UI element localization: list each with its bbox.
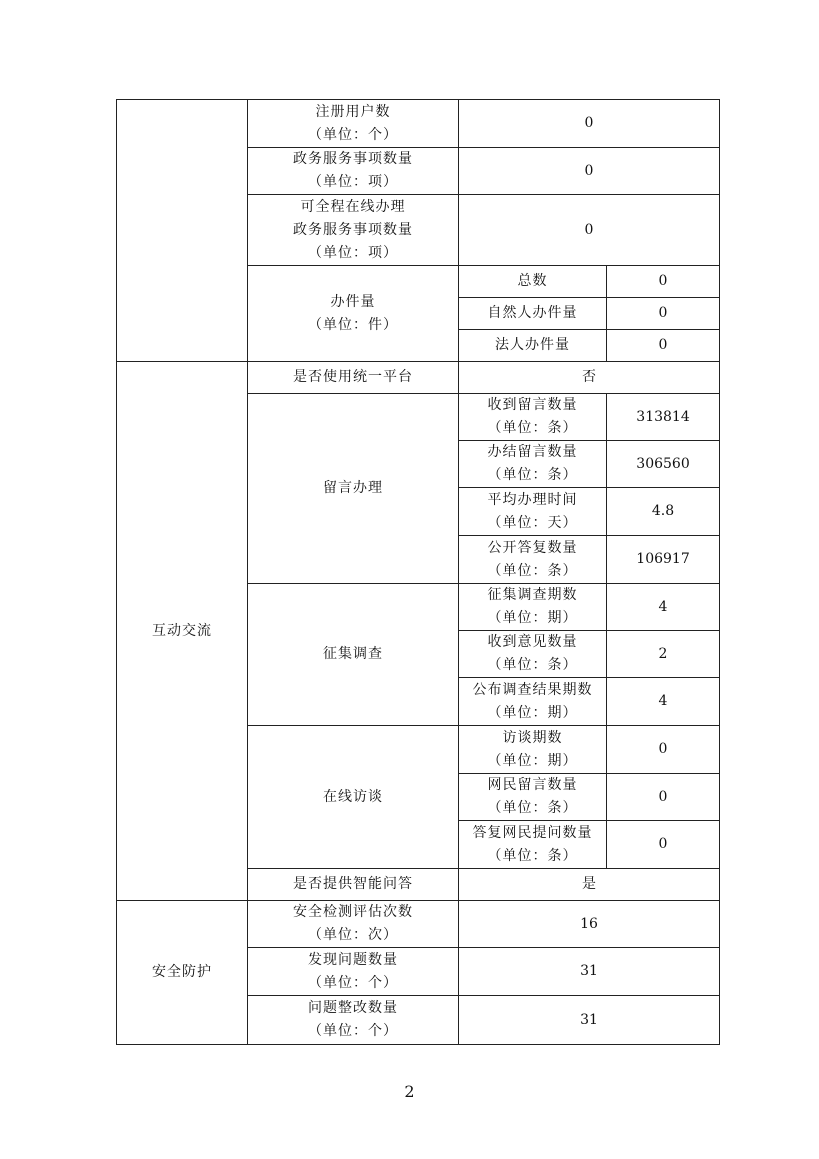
value-cases-total: 0 (607, 266, 720, 298)
section-label-interaction: 互动交流 (117, 362, 248, 901)
row-label-service-items: 政务服务事项数量 （单位：项） (248, 148, 459, 195)
sub-label-messages-closed: 办结留言数量 （单位：条） (459, 441, 607, 488)
sub-label-interview-replies: 答复网民提问数量 （单位：条） (459, 821, 607, 869)
page-number: 2 (404, 1082, 415, 1101)
sub-label-messages-received: 收到留言数量 （单位：条） (459, 394, 607, 441)
sub-label-interview-periods: 访谈期数 （单位：期） (459, 726, 607, 774)
table-row (117, 901, 720, 948)
row-label-survey: 征集调查 (248, 584, 459, 726)
value-interview-periods: 0 (607, 726, 720, 774)
value-problems-fixed: 31 (459, 996, 720, 1045)
table-row (117, 100, 720, 148)
table-row (117, 362, 720, 394)
sub-label-messages-public: 公开答复数量 （单位：条） (459, 536, 607, 584)
sub-label-messages-avg-time: 平均办理时间 （单位：天） (459, 488, 607, 536)
row-label-cases: 办件量 （单位：件） (248, 266, 459, 362)
row-label-problems-fixed: 问题整改数量 （单位：个） (248, 996, 459, 1045)
sub-label-survey-results: 公布调查结果期数 （单位：期） (459, 678, 607, 726)
sub-label-cases-legal: 法人办件量 (459, 330, 607, 362)
value-smart-qa: 是 (459, 869, 720, 901)
value-online-items: 0 (459, 195, 720, 266)
value-registered-users: 0 (459, 100, 720, 148)
row-label-smart-qa: 是否提供智能问答 (248, 869, 459, 901)
row-label-problems-found: 发现问题数量 （单位：个） (248, 948, 459, 996)
row-label-unified-platform: 是否使用统一平台 (248, 362, 459, 394)
row-label-online-items: 可全程在线办理 政务服务事项数量 （单位：项） (248, 195, 459, 266)
sub-label-survey-periods: 征集调查期数 （单位：期） (459, 584, 607, 631)
sub-label-interview-messages: 网民留言数量 （单位：条） (459, 774, 607, 821)
sub-label-cases-total: 总数 (459, 266, 607, 298)
value-survey-periods: 4 (607, 584, 720, 631)
value-cases-natural: 0 (607, 298, 720, 330)
row-label-interview: 在线访谈 (248, 726, 459, 869)
value-messages-closed: 306560 (607, 441, 720, 488)
value-survey-results: 4 (607, 678, 720, 726)
value-messages-public: 106917 (607, 536, 720, 584)
section-label-security: 安全防护 (117, 901, 248, 1045)
value-survey-opinions: 2 (607, 631, 720, 678)
value-messages-avg-time: 4.8 (607, 488, 720, 536)
value-service-items: 0 (459, 148, 720, 195)
value-interview-messages: 0 (607, 774, 720, 821)
statistics-table (116, 99, 720, 1045)
row-label-messages: 留言办理 (248, 394, 459, 584)
value-problems-found: 31 (459, 948, 720, 996)
value-cases-legal: 0 (607, 330, 720, 362)
row-label-security-checks: 安全检测评估次数 （单位：次） (248, 901, 459, 948)
row-label-registered-users: 注册用户数 （单位：个） (248, 100, 459, 148)
section-label-empty (117, 100, 248, 362)
sub-label-survey-opinions: 收到意见数量 （单位：条） (459, 631, 607, 678)
sub-label-cases-natural: 自然人办件量 (459, 298, 607, 330)
value-interview-replies: 0 (607, 821, 720, 869)
value-unified-platform: 否 (459, 362, 720, 394)
value-security-checks: 16 (459, 901, 720, 948)
value-messages-received: 313814 (607, 394, 720, 441)
